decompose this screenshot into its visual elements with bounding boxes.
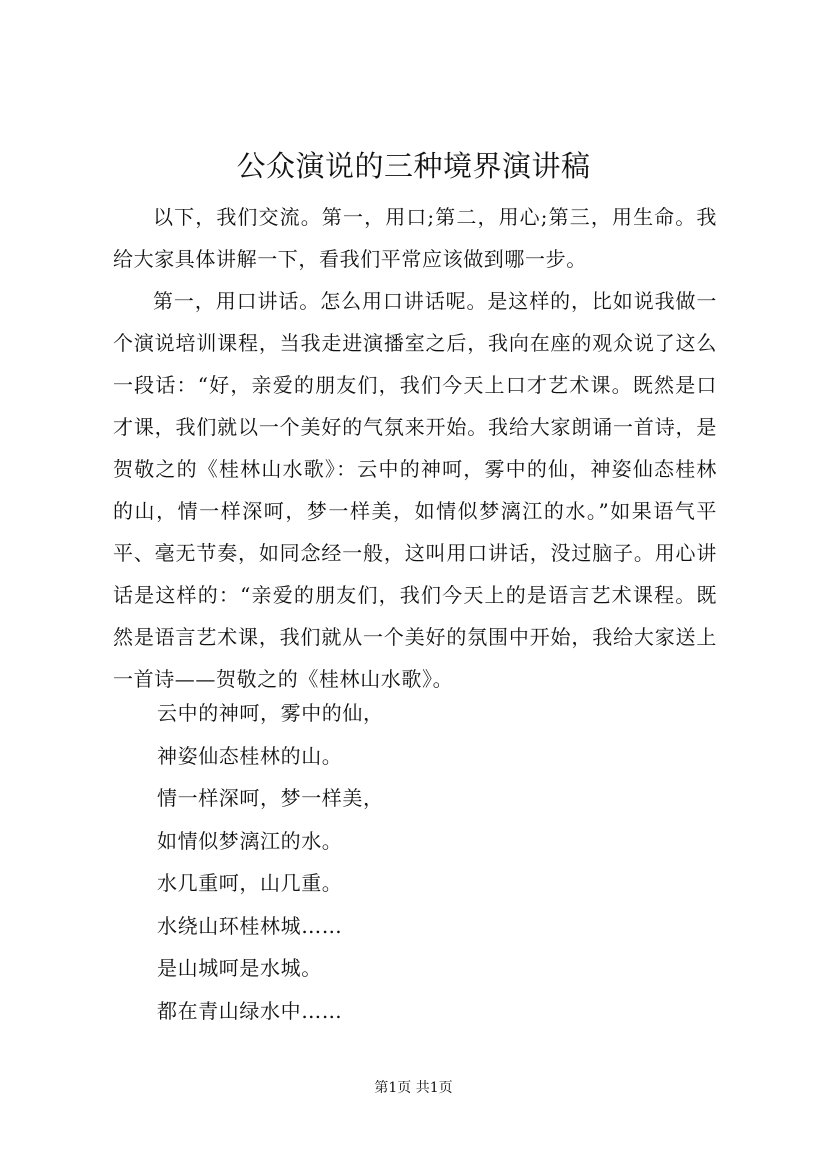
paragraph-speak-with-mouth: 第一，用口讲话。怎么用口讲话呢。是这样的，比如说我做一个演说培训课程，当我走进演播室之后，我向在座的观众说了这么一段话：“好，亲爱的朋友们，我们今天上口才艺术课。既然是口才课，我们就以一个美好的气氛来开始。我给大家朗诵一首诗，是贺敬之的《桂林山水歌》：云中的神呵，雾中的仙，神姿仙态桂林的山，情一样深呵，梦一样美，如情似梦漓江的水。”如果语气平平、毫无节奏，如同念经一般，这叫用口讲话，没过脑子。用心讲话是这样的：“亲爱的朋友们，我们今天上的是语言艺术课程。既然是语言艺术课，我们就从一个美好的氛围中开始，我给大家送上一首诗——贺敬之的《桂林山水歌》。	[113, 289, 717, 691]
poem-line: 云中的神呵，雾中的仙，	[157, 701, 384, 725]
page-footer: 第1页 共1页	[374, 1080, 453, 1096]
poem-line: 都在青山绿水中……	[157, 998, 343, 1023]
poem-line: 如情似梦漓江的水。	[157, 828, 343, 853]
poem-line: 神姿仙态桂林的山。	[157, 743, 343, 768]
paragraph-intro: 以下，我们交流。第一，用口;第二，用心;第三，用生命。我给大家具体讲解一下，看我们平常应该做到哪一步。	[113, 205, 717, 271]
document-title: 公众演说的三种境界演讲稿	[236, 149, 591, 183]
document-body	[113, 196, 717, 700]
poem-line: 是山城呵是水城。	[157, 956, 322, 980]
poem-line: 水几重呵，山几重。	[157, 871, 343, 895]
poem-line: 情一样深呵，梦一样美，	[157, 786, 384, 810]
poem-line: 水绕山环桂林城……	[157, 913, 343, 938]
poem-block	[157, 692, 717, 1032]
